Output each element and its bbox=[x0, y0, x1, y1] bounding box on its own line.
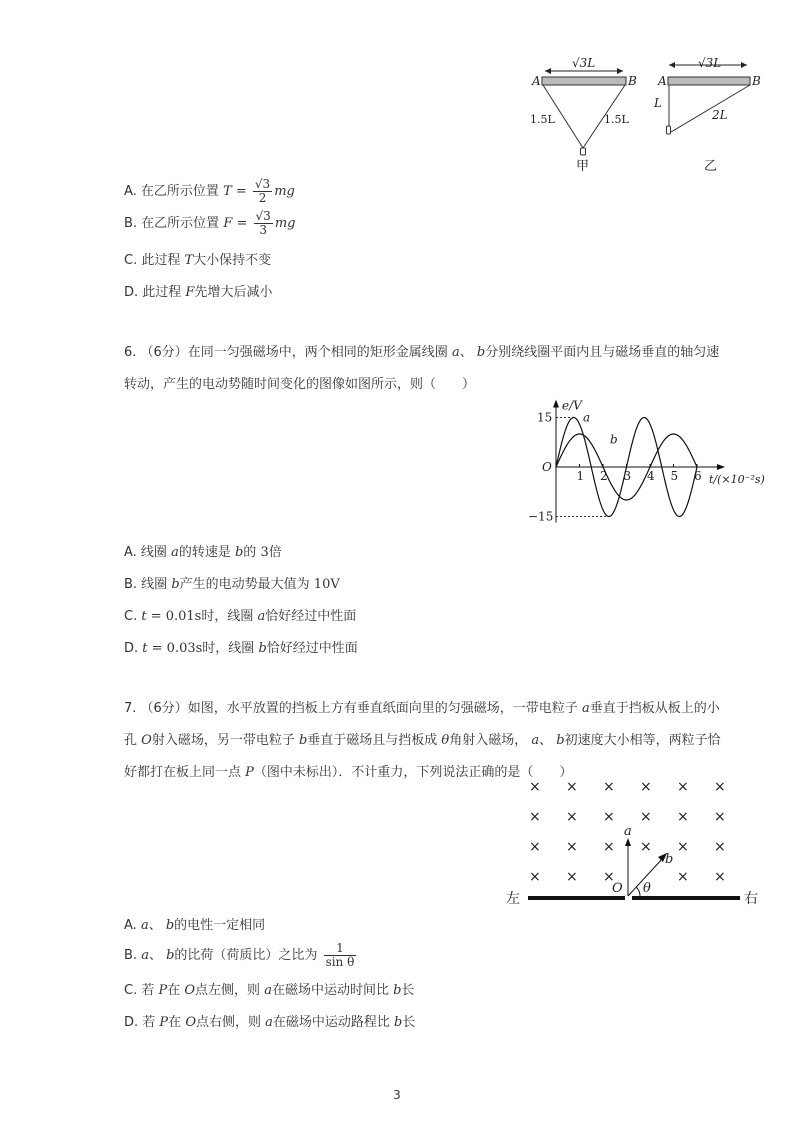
field-cross: × bbox=[603, 779, 615, 795]
q6-option-c: C. t = 0.01s时，线圈 a恰好经过中性面 bbox=[124, 609, 357, 624]
q7-stem-line3: 好都打在板上同一点 P（图中未标出）．不计重力，下列说法正确的是（ ） bbox=[124, 765, 573, 780]
field-cross: × bbox=[640, 779, 652, 795]
q7-stem-line1: 7. （6分）如图，水平放置的挡板上方有垂直纸面向里的匀强磁场，一带电粒子 a垂直于挡板从板上的小 bbox=[124, 701, 720, 716]
x-tick-label: 2 bbox=[600, 469, 608, 483]
caption-jia: 甲 bbox=[576, 159, 590, 174]
x-axis-arrow bbox=[717, 464, 725, 470]
q6-option-d: D. t = 0.03s时，线圈 b恰好经过中性面 bbox=[124, 641, 358, 656]
y-tick-label-max: 15 bbox=[537, 410, 553, 425]
field-cross: × bbox=[714, 809, 726, 825]
label-a: a bbox=[624, 824, 632, 839]
field-cross: × bbox=[529, 869, 541, 885]
series-b-label: b bbox=[610, 432, 618, 447]
right-string-label: 1.5L bbox=[604, 113, 629, 126]
field-cross: × bbox=[640, 839, 652, 855]
field-cross: × bbox=[566, 869, 578, 885]
q7-option-c: C. 若 P在 O点左侧，则 a在磁场中运动时间比 b长 bbox=[124, 983, 415, 998]
left-label-yi: L bbox=[654, 96, 662, 110]
label-A-jia: A bbox=[532, 74, 541, 88]
y-axis-label: e/V bbox=[562, 398, 582, 413]
field-cross: × bbox=[714, 779, 726, 795]
field-cross: × bbox=[566, 779, 578, 795]
q5-option-c: C. 此过程 T大小保持不变 bbox=[124, 253, 272, 268]
label-left: 左 bbox=[506, 891, 520, 907]
field-cross: × bbox=[566, 839, 578, 855]
y-axis-arrow bbox=[553, 400, 559, 408]
label-A-yi: A bbox=[658, 74, 667, 88]
diag-label-yi: 2L bbox=[712, 108, 728, 122]
label-B-yi: B bbox=[752, 74, 761, 88]
field-cross: × bbox=[677, 839, 689, 855]
figure-q5 bbox=[528, 52, 768, 174]
q5-option-a: A. 在乙所示位置 T = $\frac{√3}{2}$ mg bbox=[124, 177, 295, 205]
field-cross: × bbox=[603, 839, 615, 855]
figure-yi bbox=[653, 56, 761, 174]
width-label-jia: √3L bbox=[572, 56, 596, 70]
q7-stem-line2: 孔 O射入磁场，另一带电粒子 b垂直于磁场且与挡板成 θ角射入磁场， a、 b初速度大小相等，两粒子恰 bbox=[124, 733, 721, 748]
baffle-right bbox=[632, 896, 740, 900]
field-cross: × bbox=[677, 809, 689, 825]
left-string-label: 1.5L bbox=[530, 113, 555, 126]
figure-jia bbox=[530, 56, 637, 174]
y-tick-label-min: −15 bbox=[528, 509, 554, 524]
q6-option-b: B. 线圈 b产生的电动势最大值为 10V bbox=[124, 577, 340, 592]
x-tick-label: 5 bbox=[670, 469, 679, 483]
x-tick-label: 1 bbox=[576, 469, 585, 483]
field-cross: × bbox=[677, 869, 689, 885]
label-right: 右 bbox=[744, 891, 758, 907]
field-cross: × bbox=[529, 839, 541, 855]
page-number: 3 bbox=[393, 1088, 401, 1102]
series-a-label: a bbox=[583, 410, 591, 425]
x-tick-label: 4 bbox=[647, 469, 655, 483]
origin-label: O bbox=[542, 460, 552, 474]
q7-option-a: A. a、 b的电性一定相同 bbox=[124, 918, 266, 933]
q6-stem-line1: 6. （6分）在同一匀强磁场中，两个相同的矩形金属线圈 a、 b分别绕线圈平面内且与磁场垂直的轴匀速 bbox=[124, 345, 720, 360]
label-theta: θ bbox=[643, 881, 651, 896]
field-cross: × bbox=[529, 779, 541, 795]
field-cross: × bbox=[677, 779, 689, 795]
caption-yi: 乙 bbox=[704, 159, 718, 174]
figure-q7 bbox=[500, 776, 770, 912]
q5-option-b: B. 在乙所示位置 F = $\frac{√3}{3}$ mg bbox=[124, 209, 296, 237]
field-cross: × bbox=[566, 809, 578, 825]
field-cross: × bbox=[603, 869, 615, 885]
width-label-yi: √3L bbox=[698, 56, 722, 70]
x-tick-label: 3 bbox=[623, 469, 632, 483]
field-cross: × bbox=[640, 809, 652, 825]
label-b: b bbox=[665, 852, 674, 867]
q7-option-d: D. 若 P在 O点右侧，则 a在磁场中运动路程比 b长 bbox=[124, 1015, 416, 1030]
label-O: O bbox=[612, 881, 623, 896]
q5-option-d: D. 此过程 F先增大后减小 bbox=[124, 285, 273, 300]
q7-option-b: B. a、 b的比荷（荷质比）之比为 $\frac{1}{\text{sin θ}}$ bbox=[124, 941, 355, 969]
q6-option-a: A. 线圈 a的转速是 b的 3倍 bbox=[124, 545, 282, 560]
baffle-left bbox=[528, 896, 625, 900]
x-tick-label: 6 bbox=[694, 469, 702, 483]
x-axis-label: t/(×10⁻²s) bbox=[709, 473, 765, 486]
field-cross: × bbox=[603, 809, 615, 825]
q6-stem-line2: 转动，产生的电动势随时间变化的图像如图所示，则（ ） bbox=[124, 377, 476, 392]
field-cross: × bbox=[714, 839, 726, 855]
field-cross: × bbox=[529, 809, 541, 825]
label-B-jia: B bbox=[628, 74, 637, 88]
q6-emf-chart bbox=[520, 394, 770, 530]
field-cross: × bbox=[714, 869, 726, 885]
